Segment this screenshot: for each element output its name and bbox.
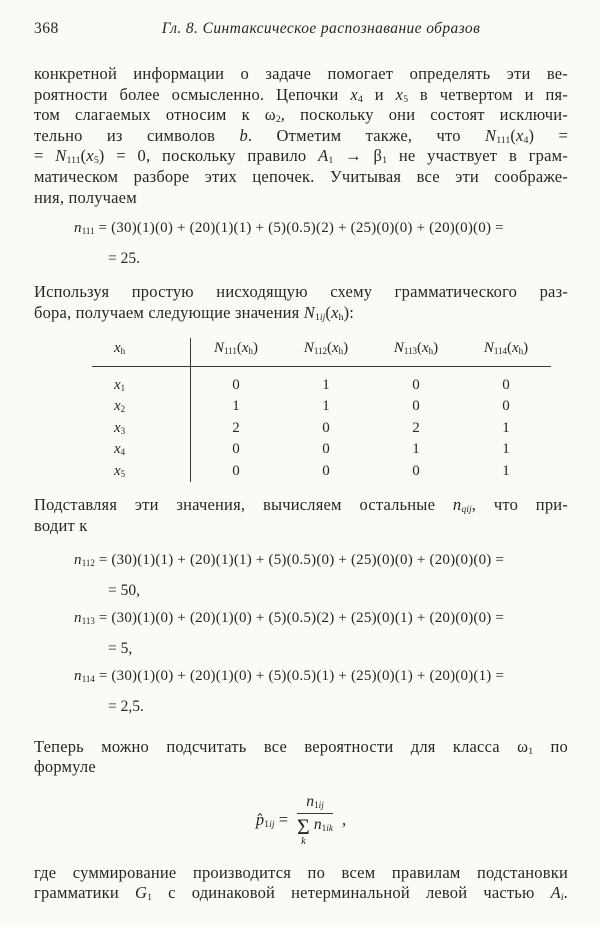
- row-label: $x_3$: [92, 418, 191, 440]
- formula-result: = 50,: [108, 581, 140, 599]
- paragraph-2: [34, 282, 568, 323]
- formula-line: $n_{113} = (30)(1)(0) + (20)(1)(0) + (5)(0.5)(2) + (25)(0)(1) + (20)(0)(0)$ =: [74, 609, 505, 626]
- text-line: матическом разборе этих цепочек. Учитывая все эти соображе-: [34, 166, 568, 186]
- formula-line: $n_{111} = (30)(1)(0) + (20)(1)(1) + (5)(0.5)(2) + (25)(0)(0) + (20)(0)(0)$ =: [74, 220, 504, 237]
- text-line: роятности более осмысленно. Цепочки $x_4$ и $x_5$ в четвертом и пя-: [34, 84, 568, 105]
- sigma-symbol: Σ: [297, 813, 310, 839]
- text-line: бора, получаем следующие значения $N_{1ij}(x_h)$:: [34, 302, 355, 323]
- text-line: том слагаемых относим к $\omega_2$, поскольку они состоят исключи-: [34, 105, 569, 126]
- fraction-numerator: $n_{1ij}$: [306, 792, 324, 811]
- probability-formula: [34, 793, 568, 847]
- row-label: $x_4$: [92, 439, 191, 461]
- page-number: 368: [34, 20, 59, 37]
- text-line: конкретной информации о задаче помогает определять эти ве-: [34, 64, 568, 83]
- table-cell: 1: [322, 376, 330, 393]
- text-line: ния, получаем: [34, 187, 137, 207]
- formula-n114: [34, 668, 568, 716]
- text-line: тельно из символов b. Отметим также, что $N_{111}(x_4)$ =: [34, 125, 568, 146]
- sigma-index: k: [301, 835, 306, 847]
- text-line: Теперь можно подсчитать все вероятности для класса $\omega_1$ по: [34, 736, 568, 757]
- table-cell: 0: [412, 398, 420, 415]
- text-line: грамматики $G_1$ с одинаковой нетерминальной левой частью $A_i$.: [34, 883, 568, 904]
- table-row: [92, 366, 551, 396]
- formula-result: = 2,5.: [108, 697, 144, 715]
- table-col-header: $x_h$: [92, 338, 191, 366]
- table-header: [92, 338, 551, 366]
- table-body: [92, 366, 551, 482]
- summation: [297, 813, 310, 847]
- n-values-table: [92, 338, 551, 482]
- table-cell: 1: [412, 441, 420, 458]
- formula-group: [34, 552, 568, 716]
- table-col-header: $N_{113}(x_h)$: [371, 338, 461, 366]
- table-cell: 0: [412, 462, 420, 479]
- text-line: формуле: [34, 757, 96, 777]
- chapter-title: Гл. 8. Синтаксическое распознавание образов: [161, 20, 481, 37]
- table-cell: 1: [502, 462, 510, 479]
- formula-result: = 5,: [108, 639, 133, 657]
- table-row: [92, 418, 551, 440]
- table-cell: 0: [232, 462, 240, 479]
- text-line: водит к: [34, 515, 88, 535]
- table-cell: 0: [322, 462, 330, 479]
- formula-trailing-comma: ,: [341, 809, 347, 829]
- table-cell: 0: [232, 376, 240, 393]
- row-label: $x_1$: [92, 366, 191, 396]
- table-col-header: $N_{114}(x_h)$: [461, 338, 551, 366]
- formula-line: $n_{112} = (30)(1)(1) + (20)(1)(1) + (5)(0.5)(0) + (25)(0)(0) + (20)(0)(0)$ =: [74, 551, 505, 568]
- table-cell: 1: [232, 398, 240, 415]
- text-line: = $N_{111}(x_5) = 0$, поскольку правило $A_1 \to \beta_1$ не участвует в грам-: [34, 146, 568, 167]
- table-cell: 0: [322, 441, 330, 458]
- table-cell: 1: [502, 419, 510, 436]
- formula-line: $n_{114} = (30)(1)(0) + (20)(1)(0) + (5)(0.5)(1) + (25)(0)(1) + (20)(0)(1)$ =: [74, 667, 505, 684]
- paragraph-3: [34, 495, 568, 536]
- table-col-header: $N_{112}(x_h)$: [281, 338, 371, 366]
- denominator-term: $n_{1ik}$: [313, 815, 333, 834]
- table-row: [92, 439, 551, 461]
- table-cell: 0: [232, 441, 240, 458]
- formula-n112: [34, 552, 568, 600]
- text-line: Подставляя эти значения, вычисляем остальные $n_{qij}$, что при-: [34, 495, 568, 516]
- table-cell: 2: [412, 419, 420, 436]
- table-row: [92, 461, 551, 483]
- formula-lhs: $p̂_{1ij}$ =: [255, 809, 289, 830]
- row-label: $x_2$: [92, 396, 191, 418]
- fraction: [297, 793, 333, 847]
- paragraph-1: [34, 64, 568, 208]
- table-col-header: $N_{111}(x_h)$: [191, 338, 282, 366]
- formula-n113: [34, 610, 568, 658]
- table-cell: 0: [502, 376, 510, 393]
- running-head: [34, 20, 568, 41]
- table-cell: 2: [232, 419, 240, 436]
- table-row: [92, 396, 551, 418]
- formula-result: = 25.: [108, 250, 140, 268]
- paragraph-4: [34, 737, 568, 778]
- table-cell: 1: [322, 398, 330, 415]
- text-line: где суммирование производится по всем правилам подстановки: [34, 862, 568, 882]
- row-label: $x_5$: [92, 461, 191, 483]
- table-cell: 0: [412, 376, 420, 393]
- table-cell: 0: [322, 419, 330, 436]
- text-line: Используя простую нисходящую схему грамматического раз-: [34, 282, 568, 302]
- fraction-denominator: [297, 814, 333, 847]
- paragraph-5: [34, 863, 568, 904]
- table-header-row: [92, 338, 551, 366]
- table-cell: 1: [502, 441, 510, 458]
- table-cell: 0: [502, 398, 510, 415]
- formula-n111: [34, 220, 568, 268]
